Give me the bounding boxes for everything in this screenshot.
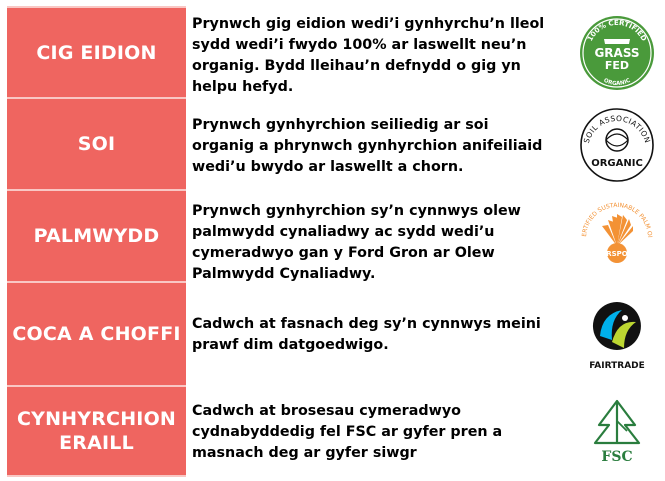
svg-text:100% CERTIFIED: 100% CERTIFIED (586, 18, 648, 43)
description-text: Cadwch at fasnach deg sy’n cynnwys meini prawf dim datgoedwigo. (192, 316, 541, 353)
svg-text:FAIRTRADE: FAIRTRADE (589, 361, 645, 371)
category-label-line-1: CYNHYRCHION (16, 408, 177, 430)
fsc-tree-icon (572, 387, 662, 477)
table-row-palm (0, 191, 665, 283)
description-cell (192, 283, 547, 387)
description-text: Prynwch gig eidion wedi’i gynhyrchu’n lleol sydd wedi’i fwydo 100% ar laswellt neu’n organig. Bydd lleihau’n defnydd o gig yn helpu hefyd. (192, 16, 545, 95)
table-row-cocoa-coffee (0, 283, 665, 387)
category-cell (7, 99, 186, 191)
grass-fed-certified-icon (572, 6, 662, 99)
category-label-line-2: ERAILL (59, 432, 134, 454)
rspo-palm-oil-icon (572, 191, 662, 283)
description-text: Cadwch at brosesau cymeradwyo cydnabyddedig fel FSC ar gyfer pren a masnach deg ar gyfer siwgr (192, 402, 503, 461)
svg-text:RSPO: RSPO (606, 250, 628, 258)
category-label: CIG EIDION (36, 41, 157, 64)
category-label: SOI (77, 133, 116, 155)
table-row-other-products (0, 387, 665, 477)
category-label (17, 407, 176, 455)
table-row-soy (0, 99, 665, 191)
svg-text:CERTIFIED SUSTAINABLE PALM OIL: CERTIFIED SUSTAINABLE PALM OIL (575, 193, 654, 238)
soil-association-organic-icon (572, 99, 662, 191)
table-row-beef (0, 6, 665, 99)
svg-text:ORGANIC: ORGANIC (591, 158, 643, 169)
category-cell (7, 6, 186, 99)
description-cell (192, 387, 547, 477)
category-label: PALMWYDD (33, 225, 160, 247)
svg-text:GRASS: GRASS (594, 45, 640, 60)
description-cell (192, 99, 547, 191)
svg-text:ORGANIC: ORGANIC (602, 77, 632, 87)
svg-text:SOIL ASSOCIATION: SOIL ASSOCIATION (581, 113, 653, 145)
description-cell (192, 6, 547, 99)
fairtrade-icon (572, 283, 662, 387)
category-cell (7, 191, 186, 283)
category-label: COCA A CHOFFI (12, 323, 181, 345)
description-text: Prynwch gynhyrchion seiliedig ar soi organig a phrynwch gynhyrchion anifeiliaid wedi’u bwydo ar laswellt a chorn. (192, 117, 543, 175)
category-cell (7, 283, 186, 387)
category-cell (7, 387, 186, 477)
description-cell (192, 191, 547, 283)
description-text: Prynwch gynhyrchion sy’n cynnwys olew palmwydd cynaliadwy ac sydd wedi’u cymeradwyo gan y Ford Gron ar Olew Palmwydd Cynaliadwy. (192, 203, 521, 282)
svg-text:FSC: FSC (601, 449, 633, 465)
svg-text:FED: FED (604, 58, 630, 72)
